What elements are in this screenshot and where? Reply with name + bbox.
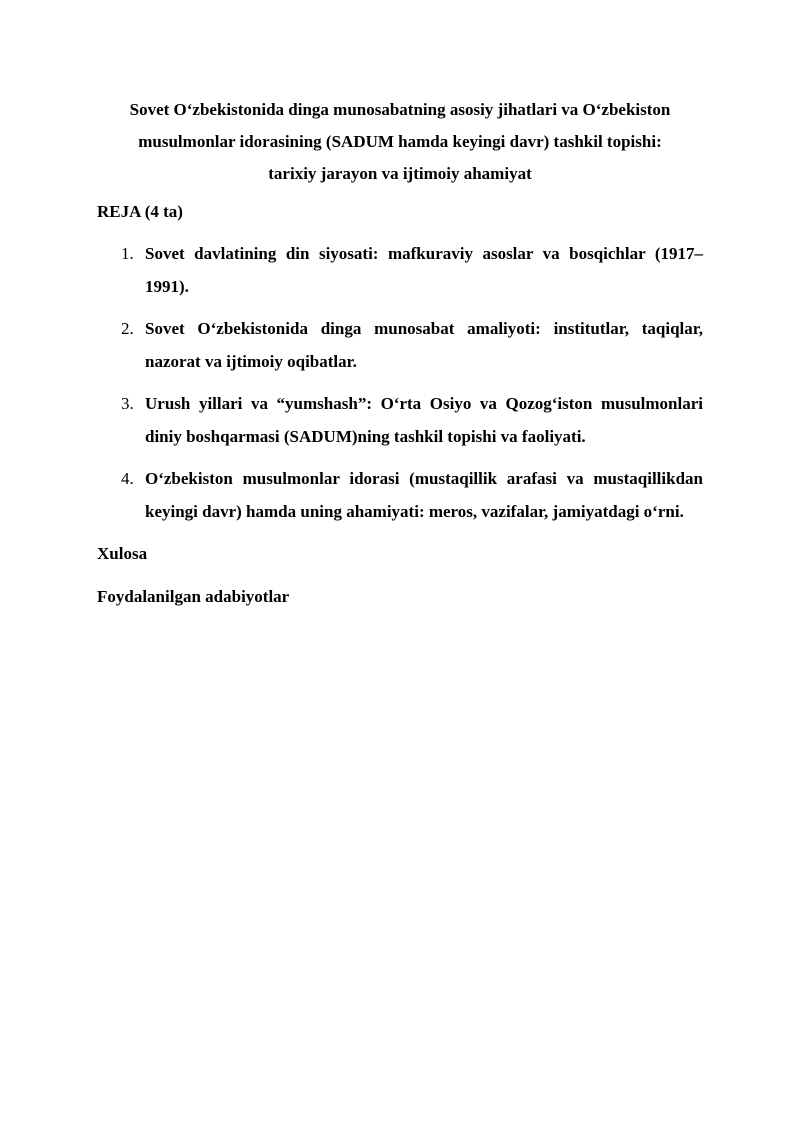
plan-item-4 [97,463,703,528]
plan-item-text: O‘zbekiston musulmonlar idorasi (mustaqillik arafasi va mustaqillikdan keyingi davr) hamda uning ahamiyati: meros, vazifalar, jamiyatdagi o‘rni. [145,469,703,521]
title-line-1: Sovet O‘zbekistonida dinga munosabatning asosiy jihatlari va O‘zbekiston [129,100,671,119]
plan-heading: REJA (4 ta) [97,202,183,221]
title-line-3: tarixiy jarayon va ijtimoiy ahamiyat [268,164,532,183]
document-content [97,94,703,624]
plan-item-text: Sovet O‘zbekistonida dinga munosabat amaliyoti: institutlar, taqiqlar, nazorat va ijtimoiy oqibatlar. [145,319,703,371]
plan-item-3 [97,388,703,453]
plan-item-number: 4. [121,469,134,488]
plan-item-number: 1. [121,244,134,263]
plan-item-number: 3. [121,394,134,413]
plan-item-text: Sovet davlatining din siyosati: mafkuraviy asoslar va bosqichlar (1917–1991). [145,244,703,296]
title-line-2: musulmonlar idorasining (SADUM hamda keyingi davr) tashkil topishi: [138,132,662,151]
plan-item-2 [97,313,703,378]
references-heading: Foydalanilgan adabiyotlar [97,587,290,606]
plan-item-text: Urush yillari va “yumshash”: O‘rta Osiyo va Qozog‘iston musulmonlari diniy boshqarmasi (SADUM)ning tashkil topishi va faoliyati. [145,394,703,446]
document-title [97,94,703,190]
plan-list [97,238,703,528]
conclusion-heading: Xulosa [97,544,148,563]
plan-item-number: 2. [121,319,134,338]
plan-item-1 [97,238,703,303]
